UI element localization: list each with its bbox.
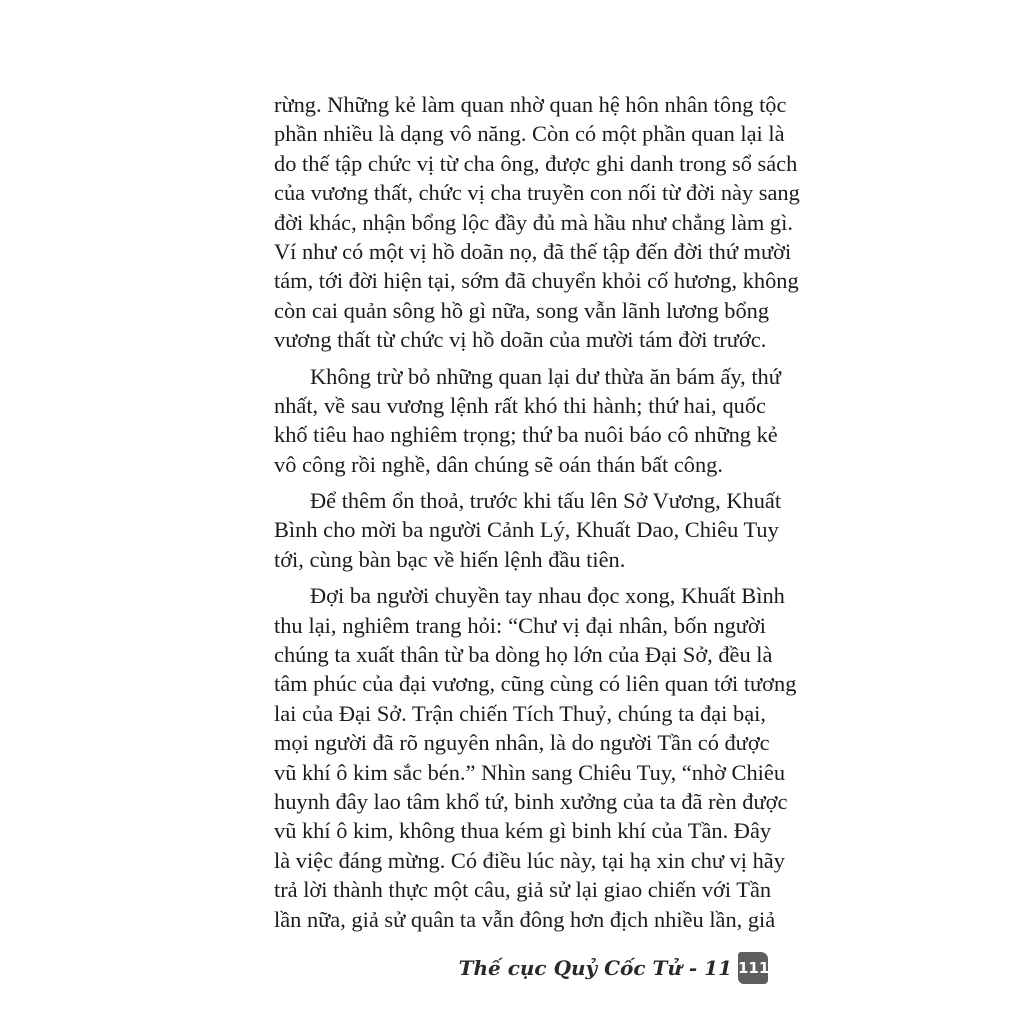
paragraph (274, 362, 781, 480)
text-line: vũ khí ô kim sắc bén.” Nhìn sang Chiêu Tuy, “nhờ Chiêu (274, 759, 786, 785)
text-line: do thế tập chức vị từ cha ông, được ghi danh trong sổ sách (274, 150, 798, 176)
running-title: Thế cục Quỷ Cốc Tử - 11 (458, 956, 732, 980)
text-line: tới, cùng bàn bạc về hiến lệnh đầu tiên. (274, 546, 626, 572)
page-footer (458, 952, 770, 988)
text-line: Ví như có một vị hồ doãn nọ, đã thế tập đến đời thứ mười (274, 238, 792, 264)
text-line: của vương thất, chức vị cha truyền con nối từ đời này sang (274, 180, 800, 206)
text-line: Không trừ bỏ những quan lại dư thừa ăn bám ấy, thứ (310, 363, 781, 389)
text-line: trả lời thành thực một câu, giả sử lại giao chiến với Tần (274, 877, 772, 903)
paragraph (274, 581, 797, 934)
text-line: còn cai quản sông hồ gì nữa, song vẫn lãnh lương bổng (274, 297, 770, 323)
text-line: tám, tới đời hiện tại, sớm đã chuyển khỏi cố hương, không (274, 268, 799, 294)
text-line: lai của Đại Sở. Trận chiến Tích Thuỷ, chúng ta đại bại, (274, 700, 766, 726)
text-line: lần nữa, giả sử quân ta vẫn đông hơn địch nhiều lần, giả (274, 906, 776, 932)
text-line: phần nhiều là dạng vô năng. Còn có một phần quan lại là (274, 121, 785, 147)
text-line: huynh đây lao tâm khổ tứ, binh xưởng của ta đã rèn được (274, 788, 788, 814)
text-line: thu lại, nghiêm trang hỏi: “Chư vị đại nhân, bốn người (274, 612, 766, 638)
text-line: tâm phúc của đại vương, cũng cùng có liên quan tới tương (274, 671, 797, 697)
body-text (274, 90, 800, 934)
text-line: là việc đáng mừng. Có điều lúc này, tại hạ xin chư vị hãy (274, 847, 785, 873)
text-line: Bình cho mời ba người Cảnh Lý, Khuất Dao, Chiêu Tuy (274, 517, 779, 543)
text-line: rừng. Những kẻ làm quan nhờ quan hệ hôn nhân tông tộc (274, 92, 787, 117)
text-line: khố tiêu hao nghiêm trọng; thứ ba nuôi báo cô những kẻ (274, 422, 778, 448)
paragraph (274, 486, 782, 574)
text-line: vũ khí ô kim, không thua kém gì binh khí của Tần. Đây (274, 818, 772, 844)
text-line: Để thêm ổn thoả, trước khi tấu lên Sở Vương, Khuất (310, 488, 782, 514)
text-line: Đợi ba người chuyền tay nhau đọc xong, Khuất Bình (310, 583, 785, 609)
text-line: chúng ta xuất thân từ ba dòng họ lớn của Đại Sở, đều là (274, 642, 773, 668)
text-line: vương thất từ chức vị hồ doãn của mười tám đời trước. (274, 327, 767, 353)
text-line: nhất, về sau vương lệnh rất khó thi hành; thứ hai, quốc (274, 392, 766, 418)
text-line: đời khác, nhận bổng lộc đầy đủ mà hầu như chẳng làm gì. (274, 209, 793, 235)
text-line: mọi người đã rõ nguyên nhân, là do người Tần có được (274, 730, 770, 756)
paragraph (274, 90, 800, 355)
page-number: 111 (738, 952, 768, 984)
text-line: vô công rồi nghề, dân chúng sẽ oán thán bất công. (274, 451, 723, 477)
